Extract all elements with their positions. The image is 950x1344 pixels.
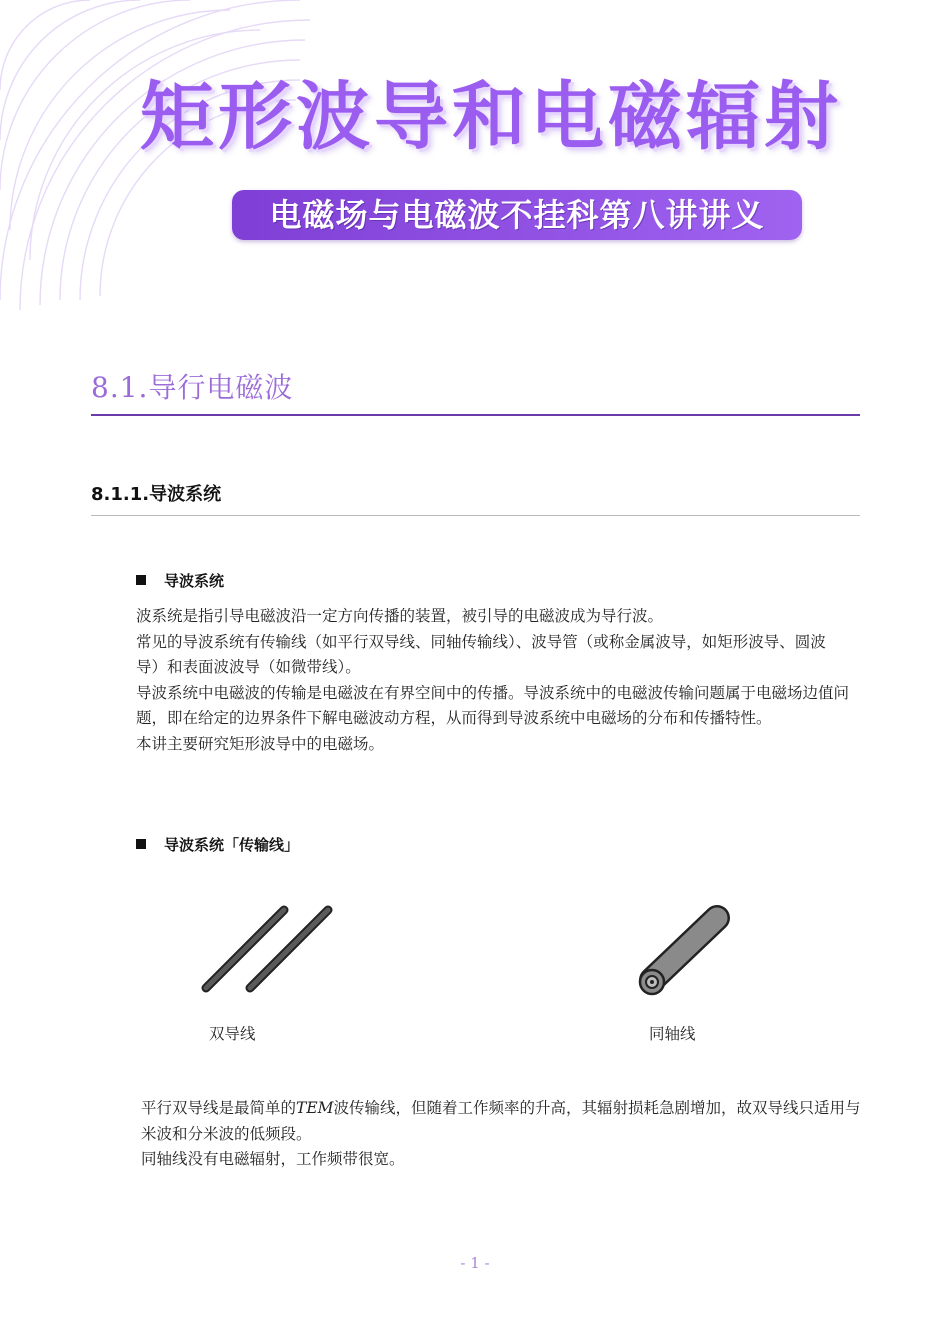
- text-line: 常见的导波系统有传输线（如平行双导线、同轴传输线）、波导管（或称金属波导，如矩形波导、圆波导）和表面波波导（如微带线）。: [136, 632, 826, 676]
- subtitle-text: 电磁场与电磁波不挂科第八讲讲义: [269, 196, 765, 234]
- paragraph-transmission-line: [141, 1096, 861, 1173]
- twin-wire-label: 双导线: [209, 1025, 256, 1043]
- coax-label: 同轴线: [649, 1025, 696, 1043]
- text-line: 平行双导线是最简单的TEM波传输线，但随着工作频率的升高，其辐射损耗急剧增加，故双导线只适用与米波和分米波的低频段。: [141, 1099, 861, 1143]
- text-line: 导波系统中电磁波的传输是电磁波在有界空间中的传播。导波系统中的电磁波传输问题属于电磁场边值问题，即在给定的边界条件下解电磁波动方程，从而得到导波系统中电磁场的分布和传播特性。: [136, 683, 850, 727]
- square-bullet-icon: [136, 575, 146, 585]
- subsection-heading: 8.1.1.导波系统: [91, 484, 222, 505]
- coax-cable-icon: [632, 900, 742, 1005]
- section-divider: [91, 414, 860, 416]
- twin-wire-icon: [196, 900, 336, 1000]
- text-line: 同轴线没有电磁辐射，工作频带很宽。: [141, 1150, 405, 1168]
- bullet-heading-2: 导波系统「传输线」: [136, 834, 299, 855]
- text-line: 本讲主要研究矩形波导中的电磁场。: [136, 734, 385, 753]
- text-line: 波系统是指引导电磁波沿一定方向传播的装置，被引导的电磁波成为导行波。: [136, 607, 664, 625]
- paragraph-waveguide-intro: [136, 604, 861, 757]
- section-heading: 8.1.导行电磁波: [91, 371, 294, 404]
- page-number: - 1 -: [460, 1254, 490, 1272]
- subtitle-banner: [232, 190, 802, 240]
- subsection-divider: [91, 515, 860, 516]
- square-bullet-icon: [136, 839, 146, 849]
- bullet-heading-1: 导波系统: [136, 570, 224, 591]
- document-title: 矩形波导和电磁辐射: [140, 74, 842, 160]
